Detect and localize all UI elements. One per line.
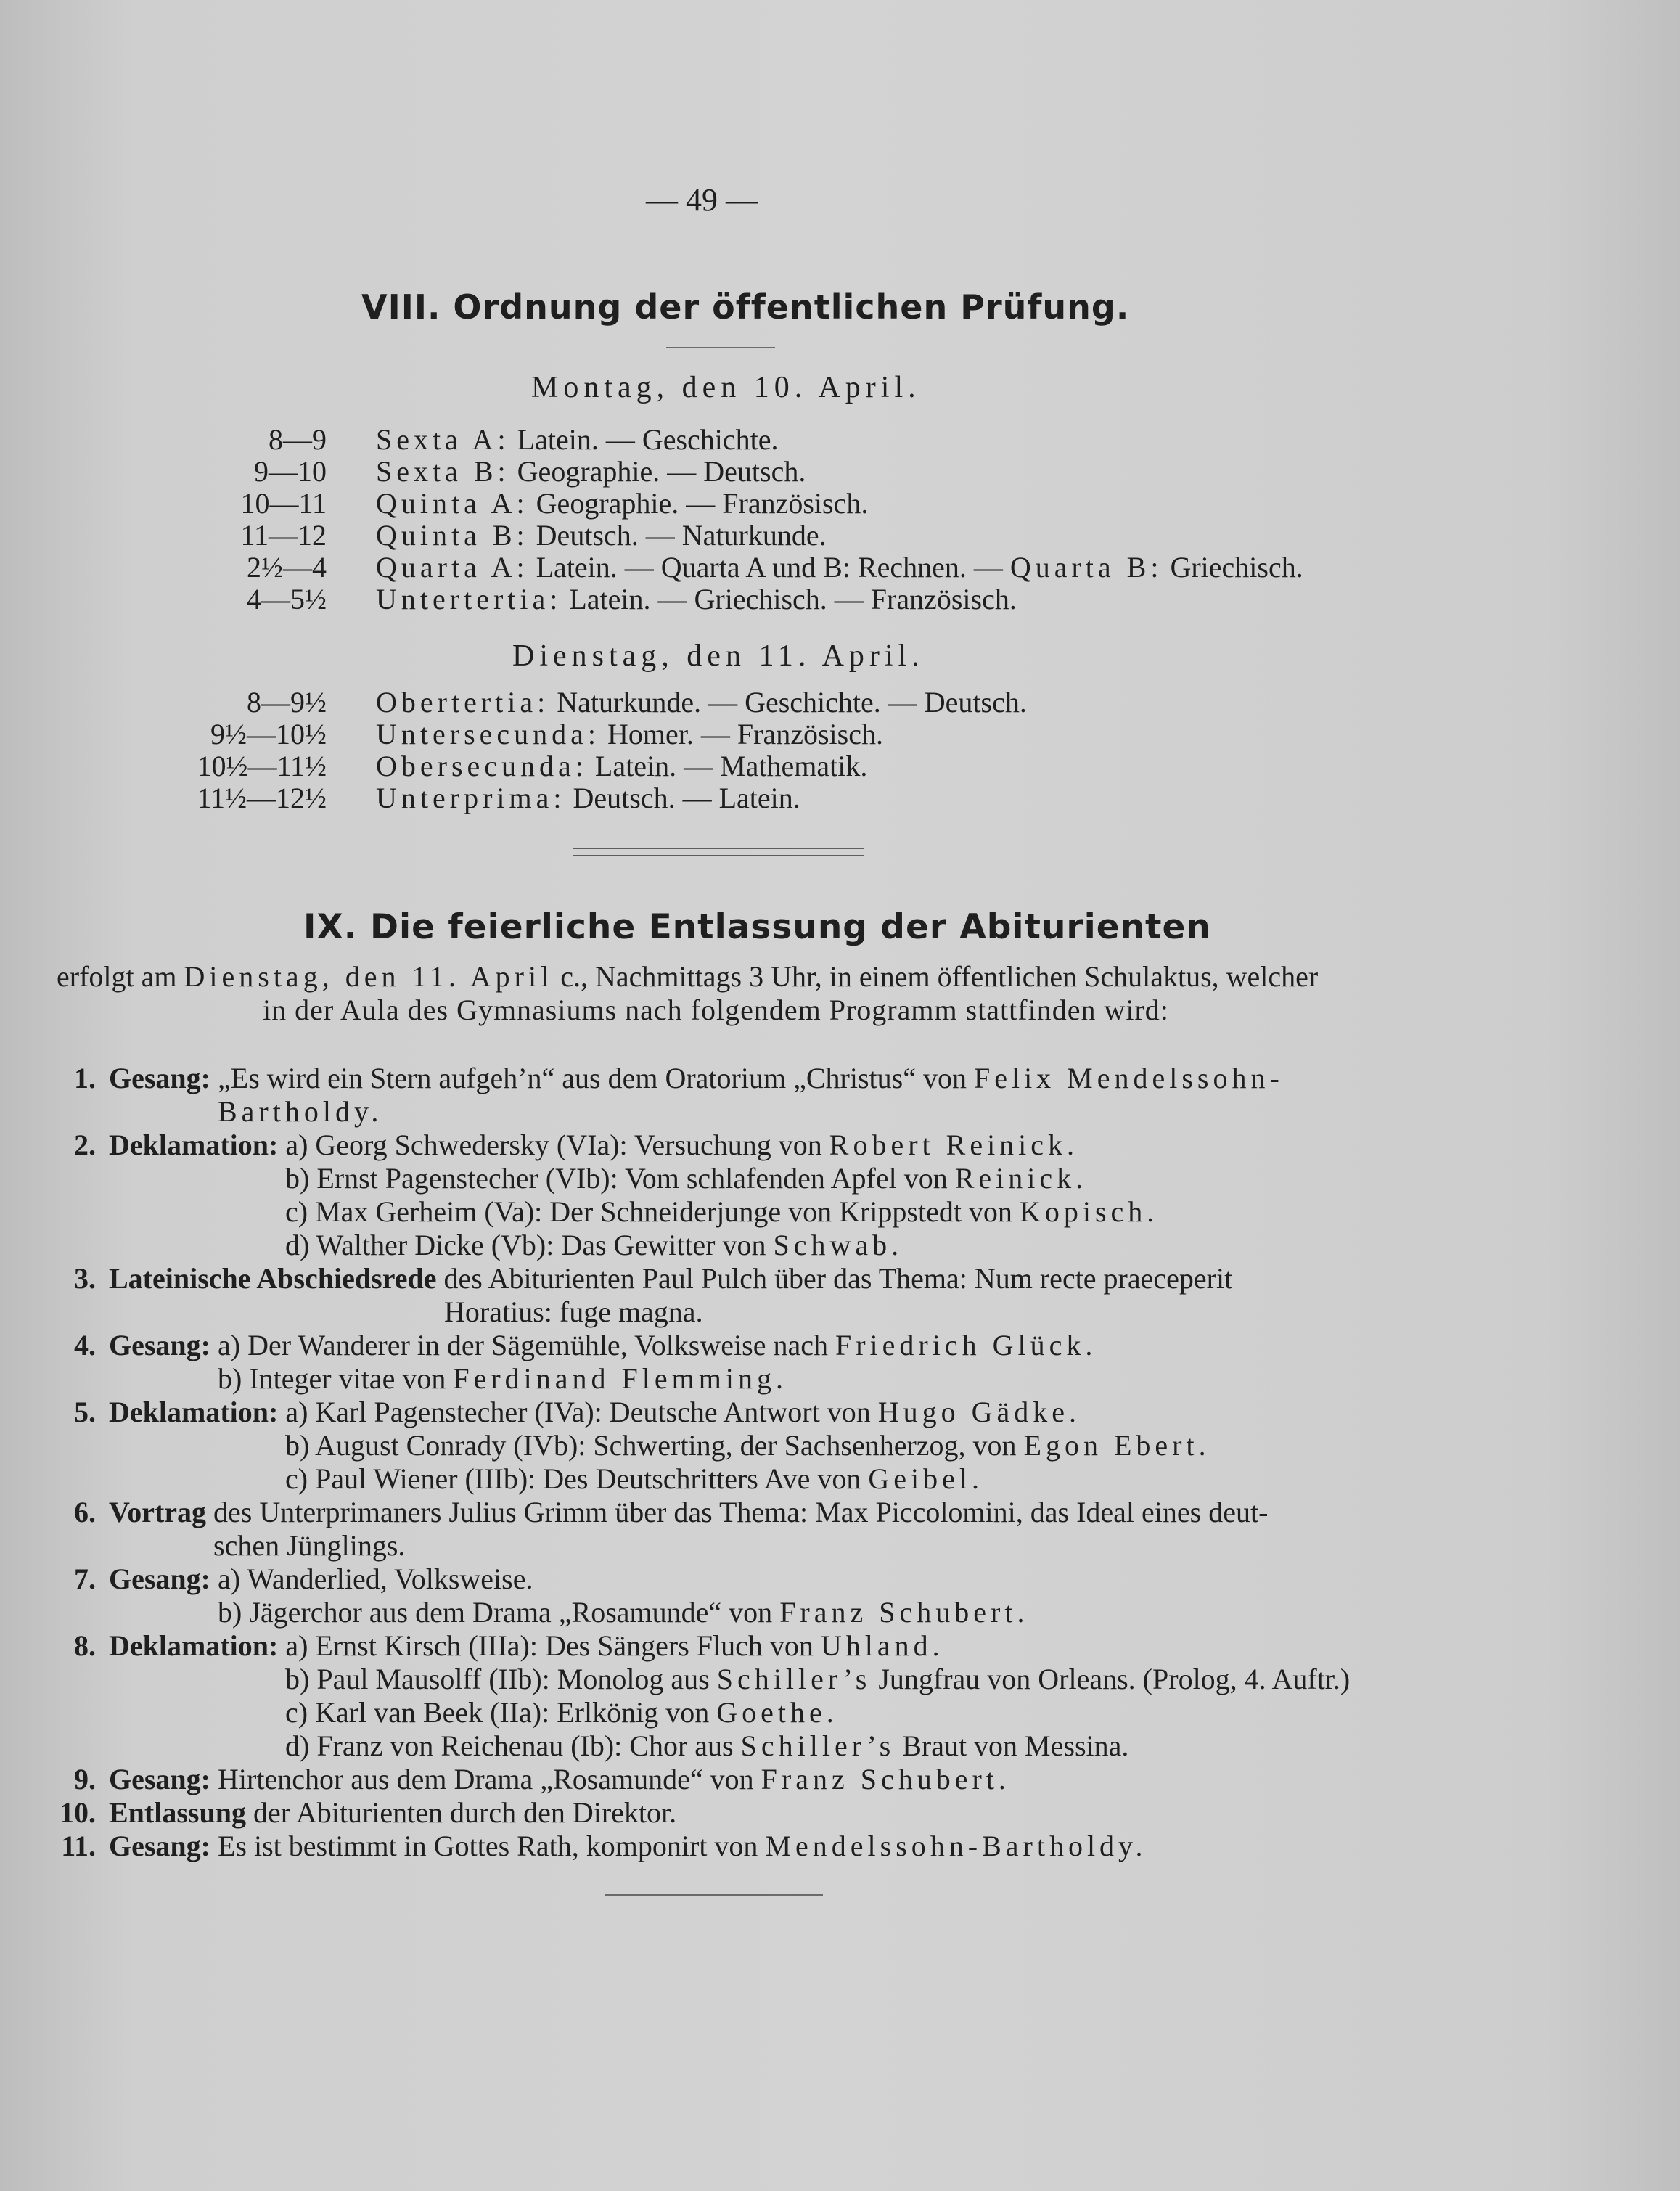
time-slot: 2½—4	[247, 551, 327, 583]
spaced-name: Franz Schubert.	[779, 1596, 1029, 1629]
subjects: Latein. — Mathematik.	[594, 750, 868, 782]
item-line	[109, 1629, 944, 1663]
item-text: a) Georg Schwedersky (VIa): Versuchung von	[285, 1129, 822, 1161]
item-line	[109, 1328, 1097, 1362]
class-name: Obersecunda:	[376, 750, 588, 782]
item-text: c) Max Gerheim (Va): Der Schneiderjunge von Krippstedt von	[285, 1195, 1012, 1228]
page-number: — 49 —	[646, 182, 758, 218]
item-number: 9.	[74, 1763, 96, 1795]
item-line	[218, 1595, 1028, 1629]
item-text: des Unterprimaners Julius Grimm über das Thema: Max Piccolomini, das Ideal eines deut-	[213, 1496, 1269, 1528]
class-name: Untersecunda:	[376, 718, 601, 750]
spaced-name: Kopisch.	[1019, 1195, 1159, 1228]
item-line	[109, 1261, 1232, 1295]
item-text: b) Paul Mausolff (IIb): Monolog aus	[285, 1663, 710, 1695]
subjects: Latein. — Geschichte.	[517, 423, 779, 456]
item-line	[285, 1662, 1350, 1696]
item-line	[109, 1829, 1147, 1863]
spaced-name: Robert Reinick.	[829, 1129, 1079, 1161]
item-text: Hirtenchor aus dem Drama „Rosamunde“ von	[218, 1763, 754, 1795]
section-8-title: VIII. Ordnung der öffentlichen Prüfung.	[361, 287, 1130, 327]
section-divider	[573, 848, 864, 856]
item-number: 4.	[74, 1329, 96, 1361]
item-text: a) Ernst Kirsch (IIIa): Des Sängers Fluch von	[285, 1629, 814, 1662]
item-keyword: Gesang:	[109, 1763, 210, 1795]
item-keyword: Gesang:	[109, 1329, 210, 1361]
item-line	[285, 1462, 983, 1496]
intro-line-2: in der Aula des Gymnasiums nach folgendem Programm stattfinden wird:	[263, 994, 1169, 1026]
intro-line-1	[57, 959, 1318, 994]
item-keyword: Deklamation:	[109, 1629, 279, 1662]
subjects: Geographie. — Französisch.	[536, 487, 869, 520]
item-text: Es ist bestimmt in Gottes Rath, komponirt von	[218, 1830, 758, 1862]
item-text: Horatius: fuge magna.	[444, 1295, 703, 1328]
spaced-name: Schiller’s	[716, 1663, 872, 1695]
item-line	[109, 1562, 533, 1596]
item-number: 11.	[61, 1830, 96, 1862]
class-name: Sexta B:	[376, 455, 510, 488]
time-slot: 11½—12½	[197, 782, 327, 814]
class-name: Quinta B:	[376, 519, 529, 552]
item-text: „Es wird ein Stern aufgeh’n“ aus dem Oratorium „Christus“ von	[218, 1062, 967, 1094]
time-slot: 4—5½	[247, 583, 327, 615]
spaced-name: Schiller’s	[740, 1729, 896, 1762]
item-keyword: Lateinische Abschiedsrede	[109, 1262, 437, 1295]
subjects: Homer. — Französisch.	[607, 718, 883, 750]
class-name: Obertertia:	[376, 686, 550, 718]
end-rule	[605, 1894, 823, 1896]
class-name: Sexta A:	[376, 423, 510, 456]
item-text: schen Jünglings.	[213, 1529, 406, 1562]
item-text: Jungfrau von Orleans. (Prolog, 4. Auftr.)	[878, 1663, 1351, 1695]
item-line	[285, 1195, 1158, 1229]
item-text: b) Jägerchor aus dem Drama „Rosamunde“ von	[218, 1596, 773, 1629]
class-name: Unterprima:	[376, 782, 566, 814]
subjects: Latein. — Quarta A und B: Rechnen. —	[536, 551, 1003, 583]
spaced-name: Bartholdy.	[218, 1095, 383, 1128]
time-slot: 8—9	[269, 423, 327, 456]
item-text: Braut von Messina.	[902, 1729, 1129, 1762]
item-line	[109, 1795, 676, 1830]
time-slot: 11—12	[240, 519, 327, 552]
item-keyword: Gesang:	[109, 1830, 210, 1862]
item-line	[285, 1695, 838, 1729]
item-line	[218, 1094, 382, 1129]
class-name: Untertertia:	[376, 583, 562, 615]
day-heading-monday: Montag, den 10. April.	[531, 371, 921, 404]
item-text: c) Paul Wiener (IIIb): Des Deutschritters Ave von	[285, 1462, 861, 1495]
time-slot: 9½—10½	[210, 718, 327, 750]
spaced-name: Franz Schubert.	[761, 1763, 1010, 1795]
subjects: Geographie. — Deutsch.	[517, 455, 806, 488]
item-keyword: Gesang:	[109, 1062, 210, 1094]
title-underline	[666, 347, 775, 348]
item-line	[285, 1161, 1087, 1195]
item-number: 1.	[74, 1062, 96, 1094]
spaced-name: Goethe.	[716, 1696, 838, 1729]
day-heading-tuesday: Dienstag, den 11. April.	[512, 639, 925, 673]
subjects: Naturkunde. — Geschichte. — Deutsch.	[557, 686, 1027, 718]
time-slot: 9—10	[254, 455, 327, 488]
intro-text: erfolgt am	[57, 960, 177, 993]
time-slot: 8—9½	[247, 686, 327, 718]
item-text: a) Wanderlied, Volksweise.	[218, 1563, 533, 1595]
item-line	[285, 1729, 1128, 1763]
subjects: Latein. — Griechisch. — Französisch.	[569, 583, 1017, 615]
item-text: b) August Conrady (IVb): Schwerting, der Sachsenherzog, von	[285, 1429, 1017, 1462]
spaced-name: Friedrich Glück.	[835, 1329, 1097, 1361]
section-9-title: IX. Die feierliche Entlassung der Abiturienten	[303, 907, 1211, 947]
item-text: a) Karl Pagenstecher (IVa): Deutsche Antwort von	[285, 1396, 871, 1428]
intro-date: Dienstag, den 11. April	[184, 960, 554, 993]
item-text: d) Franz von Reichenau (Ib): Chor aus	[285, 1729, 734, 1762]
item-line	[213, 1528, 405, 1563]
time-slot: 10—11	[240, 487, 327, 520]
item-keyword: Deklamation:	[109, 1396, 279, 1428]
item-line	[285, 1228, 903, 1262]
item-line	[109, 1495, 1268, 1529]
item-line	[285, 1428, 1210, 1462]
item-line	[444, 1295, 703, 1329]
item-text: b) Ernst Pagenstecher (VIb): Vom schlafenden Apfel von	[285, 1162, 948, 1195]
item-text: a) Der Wanderer in der Sägemühle, Volksweise nach	[218, 1329, 828, 1361]
spaced-name: Uhland.	[820, 1629, 944, 1662]
item-keyword: Deklamation:	[109, 1129, 279, 1161]
subjects: Griechisch.	[1170, 551, 1303, 583]
spaced-name: Reinick.	[954, 1162, 1088, 1195]
item-text: des Abiturienten Paul Pulch über das Thema: Num recte praeceperit	[443, 1262, 1233, 1295]
item-keyword: Gesang:	[109, 1563, 210, 1595]
item-number: 6.	[74, 1496, 96, 1528]
item-keyword: Vortrag	[109, 1496, 207, 1528]
item-line	[109, 1395, 1081, 1429]
intro-text: c., Nachmittags 3 Uhr, in einem öffentlichen Schulaktus, welcher	[560, 960, 1319, 993]
item-text: c) Karl van Beek (IIa): Erlkönig von	[285, 1696, 710, 1729]
spaced-name: Geibel.	[868, 1462, 983, 1495]
item-text: d) Walther Dicke (Vb): Das Gewitter von	[285, 1229, 766, 1261]
spaced-name: Hugo Gädke.	[877, 1396, 1081, 1428]
subjects: Deutsch. — Naturkunde.	[536, 519, 827, 552]
item-number: 7.	[74, 1563, 96, 1595]
item-number: 2.	[74, 1129, 96, 1161]
item-text: b) Integer vitae von	[218, 1362, 446, 1395]
item-line	[109, 1061, 1284, 1095]
item-line	[218, 1361, 787, 1396]
item-keyword: Entlassung	[109, 1796, 246, 1829]
item-number: 5.	[74, 1396, 96, 1428]
item-number: 8.	[74, 1629, 96, 1662]
item-number: 10.	[60, 1796, 96, 1829]
item-line	[109, 1762, 1010, 1796]
class-name: Quarta A:	[376, 551, 529, 583]
spaced-name: Mendelssohn-Bartholdy.	[765, 1830, 1147, 1862]
subjects: Deutsch. — Latein.	[573, 782, 800, 814]
item-number: 3.	[74, 1262, 96, 1295]
spaced-name: Egon Ebert.	[1023, 1429, 1210, 1462]
item-text: der Abiturienten durch den Direktor.	[253, 1796, 677, 1829]
spaced-name: Ferdinand Flemming.	[453, 1362, 787, 1395]
time-slot: 10½—11½	[197, 750, 327, 782]
class-name: Quarta B:	[1009, 551, 1163, 583]
spaced-name: Schwab.	[773, 1229, 903, 1261]
spaced-name: Felix Mendelssohn-	[973, 1062, 1284, 1094]
class-name: Quinta A:	[376, 487, 529, 520]
item-line	[109, 1128, 1078, 1162]
